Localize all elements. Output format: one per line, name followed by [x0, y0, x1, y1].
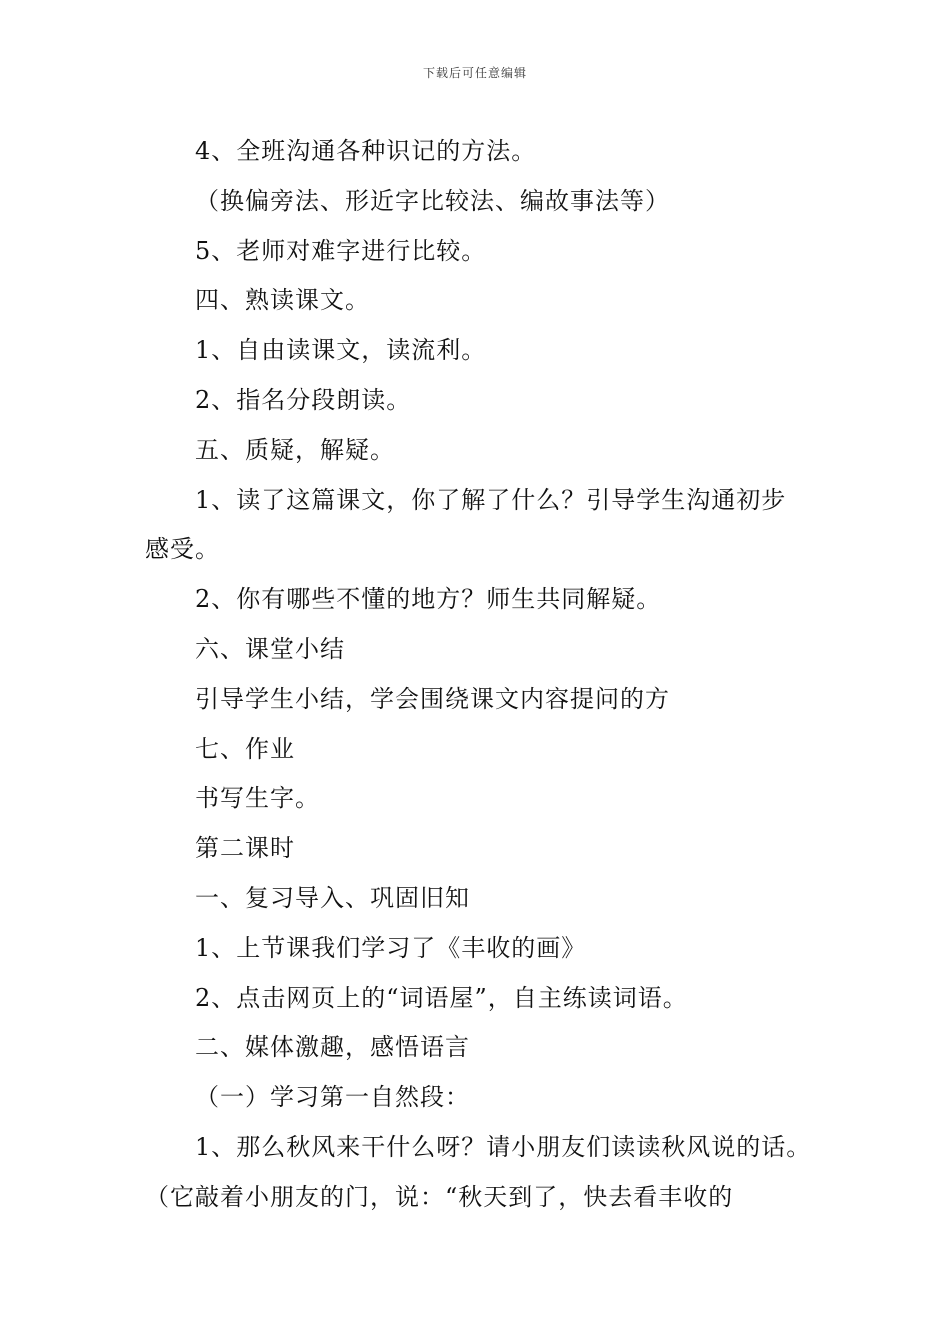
paragraph-line: 2、指名分段朗读。: [195, 385, 412, 414]
paragraph-line: 1、读了这篇课文，你了解了什么？引导学生沟通初步: [195, 485, 787, 514]
paragraph-line: 1、那么秋风来干什么呀？请小朋友们读读秋风说的话。: [195, 1132, 812, 1161]
paragraph-line: 2、你有哪些不懂的地方？师生共同解疑。: [195, 585, 662, 614]
section-heading: 二、媒体激趣，感悟语言: [195, 1033, 470, 1062]
paragraph-line: 5、老师对难字进行比较。: [195, 236, 487, 265]
paragraph-line-continuation: （它敲着小朋友的门，说：“秋天到了，快去看丰收的: [145, 1182, 734, 1211]
page-header: 下载后可任意编辑: [422, 66, 527, 80]
section-heading: 五、质疑，解疑。: [195, 435, 395, 464]
section-heading: 四、熟读课文。: [195, 286, 370, 315]
paragraph-line-continuation: 感受。: [145, 535, 220, 564]
document-body: [145, 127, 820, 1223]
paragraph-line: 1、上节课我们学习了《丰收的画》: [195, 933, 587, 962]
paragraph-line: 1、自由读课文，读流利。: [195, 336, 487, 365]
paragraph-line: 2、点击网页上的“词语屋”，自主练读词语。: [195, 983, 688, 1012]
lesson-heading: 第二课时: [195, 834, 295, 863]
paragraph-line: 4、全班沟通各种识记的方法。: [195, 137, 537, 165]
paragraph-line: 书写生字。: [195, 784, 320, 813]
section-heading: 一、复习导入、巩固旧知: [195, 883, 470, 912]
section-heading: 七、作业: [195, 734, 295, 763]
subsection-heading: （一）学习第一自然段：: [195, 1083, 470, 1112]
paragraph-line: 引导学生小结，学会围绕课文内容提问的方: [195, 684, 670, 713]
paragraph-line: （换偏旁法、形近字比较法、编故事法等）: [195, 186, 670, 215]
section-heading: 六、课堂小结: [195, 634, 345, 663]
